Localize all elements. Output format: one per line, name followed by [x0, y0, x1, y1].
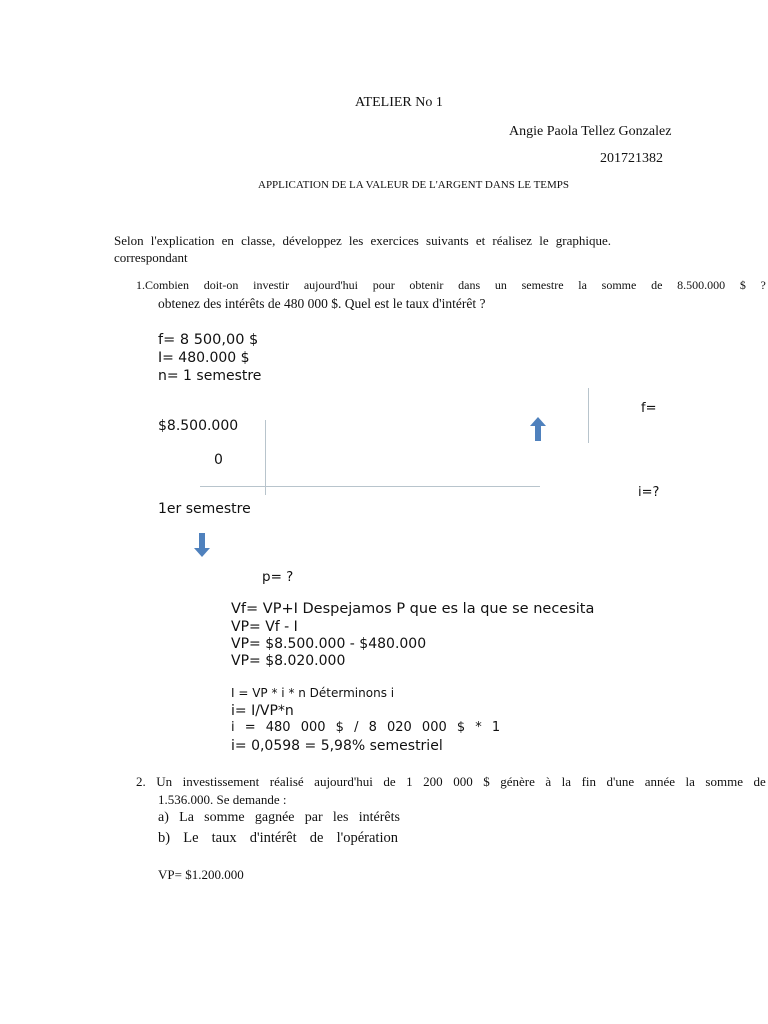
word: 200 — [423, 774, 443, 789]
word: semestre — [521, 278, 564, 292]
diagram-zero-label: 0 — [214, 452, 223, 468]
intro-line-2: correspondant — [114, 250, 188, 265]
diagram-f-label: f= — [641, 401, 657, 416]
diagram-present-value-label: p= ? — [262, 569, 294, 585]
word: a) — [158, 810, 169, 825]
arrow-down-icon — [194, 533, 210, 557]
word: la — [561, 774, 572, 789]
word: pour — [372, 278, 395, 292]
word: l'opération — [336, 830, 398, 846]
word: 000 — [453, 774, 473, 789]
word: fin — [581, 774, 597, 789]
author-name: Angie Paola Tellez Gonzalez — [509, 124, 672, 139]
word: graphique. — [555, 233, 611, 248]
word: suivants — [426, 233, 469, 248]
word: aujourd'hui — [303, 278, 358, 292]
word: la — [685, 774, 695, 789]
word: 2. — [136, 774, 146, 789]
solution-line-3: VP= $8.500.000 - $480.000 — [231, 636, 427, 652]
exercise-1-question-line-1 — [136, 278, 766, 293]
diagram-axis-end — [588, 388, 589, 443]
diagram-axis-origin — [265, 420, 266, 495]
word: d'une — [606, 774, 635, 789]
word: $ — [739, 278, 746, 292]
word: $ — [483, 774, 490, 789]
given-periods: n= 1 semestre — [158, 368, 262, 384]
word: somme — [705, 774, 743, 789]
word: obtenir — [409, 278, 444, 292]
exercise-2-vp: VP= $1.200.000 — [158, 867, 244, 882]
word: investir — [253, 278, 290, 292]
word: à — [545, 774, 552, 789]
student-id: 201721382 — [600, 151, 663, 166]
word: 1.Combien — [136, 278, 189, 292]
intro-line-1 — [114, 233, 611, 249]
word: taux — [211, 830, 237, 846]
word: 8.500.000 — [677, 278, 726, 292]
document-title: ATELIER No 1 — [355, 95, 443, 110]
word: les — [332, 810, 349, 825]
word: intérêts — [358, 810, 400, 825]
exercise-2-line-2: 1.536.000. Se demande : — [158, 792, 287, 807]
word: Le — [183, 830, 199, 846]
word: la — [578, 278, 587, 292]
word: de — [753, 774, 766, 789]
word: de — [383, 774, 396, 789]
diagram-amount: $8.500.000 — [158, 418, 239, 434]
arrow-up-icon — [530, 417, 546, 441]
diagram-period-label: 1er semestre — [158, 501, 251, 517]
word: investissement — [182, 774, 260, 789]
word: de — [309, 830, 324, 846]
word: 1 — [406, 774, 413, 789]
word: les — [348, 233, 364, 248]
word: un — [494, 278, 507, 292]
solution-line-6: i= I/VP*n — [231, 703, 294, 719]
word: Un — [156, 774, 173, 789]
word: aujourd'hui — [314, 774, 373, 789]
exercise-2-line-1 — [136, 774, 766, 790]
word: par — [304, 810, 323, 825]
word: et — [475, 233, 486, 248]
solution-line-8: i= 0,0598 = 5,98% semestriel — [231, 738, 443, 754]
given-future-value: f= 8 500,00 $ — [158, 332, 259, 348]
exercise-1-question-line-2: obtenez des intérêts de 480 000 $. Quel est le taux d'intérêt ? — [158, 296, 486, 311]
word: dans — [458, 278, 481, 292]
exercise-2-item-b — [158, 830, 398, 847]
word: gagnée — [254, 810, 295, 825]
word: b) — [158, 830, 171, 846]
word: génère — [500, 774, 535, 789]
solution-line-2: VP= Vf - I — [231, 619, 298, 635]
word: le — [539, 233, 549, 248]
exercise-2-item-a — [158, 810, 400, 826]
document-subtitle: APPLICATION DE LA VALEUR DE L'ARGENT DANS LE TEMPS — [258, 179, 570, 191]
word: Selon — [114, 233, 144, 248]
word: développez — [282, 233, 342, 248]
solution-line-4: VP= $8.020.000 — [231, 653, 346, 669]
word: de — [651, 278, 663, 292]
word: doit-on — [203, 278, 239, 292]
word: somme — [601, 278, 637, 292]
word: ? — [760, 278, 766, 292]
solution-line-7: i = 480 000 $ / 8 020 000 $ * 1 — [231, 720, 501, 735]
word: année — [644, 774, 675, 789]
given-interest: I= 480.000 $ — [158, 350, 250, 366]
diagram-rate-label: i=? — [638, 485, 660, 500]
solution-line-1: Vf= VP+I Despejamos P que es la que se necesita — [231, 601, 595, 617]
word: en — [221, 233, 234, 248]
diagram-time-axis — [200, 486, 540, 487]
word: réalisé — [269, 774, 304, 789]
word: exercices — [370, 233, 419, 248]
word: réalisez — [492, 233, 533, 248]
word: La — [179, 810, 194, 825]
word: classe, — [241, 233, 276, 248]
word: d'intérêt — [249, 830, 297, 846]
word: l'explication — [150, 233, 215, 248]
solution-line-5: I = VP * i * n Déterminons i — [231, 686, 395, 700]
word: somme — [204, 810, 245, 825]
